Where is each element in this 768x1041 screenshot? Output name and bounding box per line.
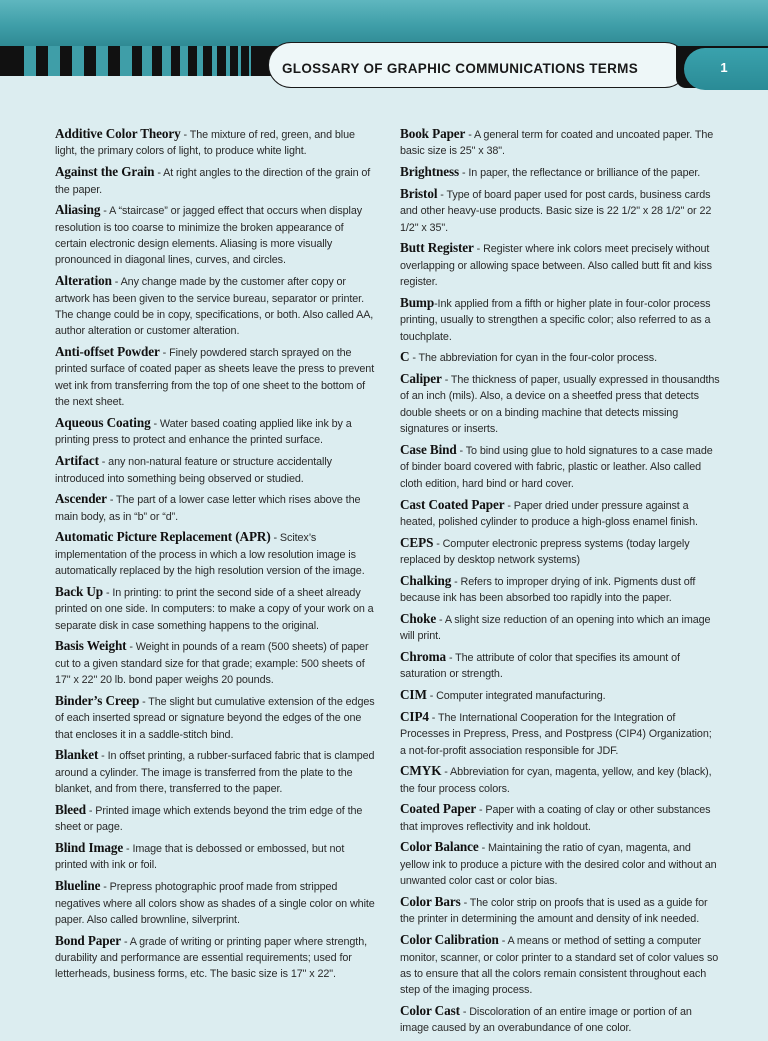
glossary-definition: - The part of a lower case letter which rises above the main body, as in “b” or “d”. (55, 494, 361, 523)
glossary-term: Case Bind (400, 441, 457, 457)
glossary-term: Alteration (55, 273, 112, 289)
glossary-entry (400, 611, 720, 645)
glossary-entry (55, 802, 375, 836)
glossary-entry (400, 649, 720, 683)
glossary-definition: - The thickness of paper, usually expressed in thousandths of an inch (mils). Also, a device on a sheetfed press that detects double sheets or on a binding machine that detects missing signatures or inserts. (400, 374, 720, 436)
glossary-definition: - To bind using glue to hold signatures to a case made of binder board covered with fabric, plastic or leather. Also called cloth edition, hard bind or hard cover. (400, 444, 713, 490)
glossary-definition: - The attribute of color that specifies its amount of saturation or strength. (400, 651, 680, 681)
glossary-definition: -Ink applied from a fifth or higher plate in four-color process printing, usually to strengthen a specific color; also referred to as a touchplate. (400, 297, 711, 343)
glossary-entry (400, 164, 720, 181)
glossary-definition: - In paper, the reflectance or brilliance of the paper. (459, 167, 701, 180)
glossary-right-column (400, 126, 720, 1041)
glossary-term: Chroma (400, 648, 447, 664)
glossary-entry (400, 573, 720, 607)
glossary-entry (55, 933, 375, 983)
glossary-term: Blueline (55, 878, 101, 894)
glossary-definition: - Printed image which extends beyond the trim edge of the sheet or page. (55, 804, 363, 834)
glossary-definition: - Refers to improper drying of ink. Pigments dust off because ink has been absorbed too rapidly into the paper. (400, 575, 696, 605)
glossary-term: Bond Paper (55, 932, 122, 948)
glossary-entry (400, 1003, 720, 1037)
page-number: 1 (720, 60, 728, 75)
glossary-term: Color Bars (400, 894, 461, 909)
glossary-entry (400, 349, 720, 366)
glossary-definition: - Type of board paper used for post cards, business cards and other heavy-use products. Basic size is 22 1/2" x 28 1/2" or 22 1/2" x 35". (400, 188, 712, 234)
glossary-entry (400, 709, 720, 759)
glossary-term: CIP4 (400, 708, 429, 724)
glossary-entry (55, 202, 375, 269)
glossary-term: Butt Register (400, 240, 474, 256)
glossary-term: CMYK (400, 763, 442, 779)
glossary-definition: - Water based coating applied like ink by a printing press to protect and enhance the printed surface. (55, 417, 352, 447)
glossary-definition: - A slight size reduction of an opening into which an image will print. (400, 613, 711, 643)
glossary-term: Anti-offset Powder (55, 344, 160, 360)
glossary-definition: - In printing: to print the second side of a sheet already printed on one side. In computers: to make a copy of your work on a separate disk in case something happens to the original. (55, 586, 374, 632)
glossary-definition: - Abbreviation for cyan, magenta, yellow, and key (black), the four process colors. (400, 766, 712, 795)
glossary-entry (400, 295, 720, 345)
glossary-entry (400, 801, 720, 835)
glossary-entry (55, 344, 375, 411)
glossary-term: Aliasing (55, 202, 101, 218)
glossary-definition: - In offset printing, a rubber-surfaced fabric that is clamped around a cylinder. The image is transferred from the plate to the blanket, and from there, transferred to the paper. (55, 750, 375, 796)
glossary-entry (55, 747, 375, 797)
glossary-entry (400, 763, 720, 797)
glossary-definition: - Computer integrated manufacturing. (426, 690, 606, 703)
glossary-entry (55, 453, 375, 487)
glossary-term: Additive Color Theory (55, 126, 181, 141)
glossary-definition: - A “staircase” or jagged effect that occurs when display resolution is too coarse to minimize the broken appearance of certain electronic design elements. Aliasing is more visually pronounced in diagonal lines, curves, and circles. (55, 205, 363, 267)
glossary-entry (400, 442, 720, 492)
glossary-term: Bristol (400, 185, 438, 201)
glossary-term: Color Cast (400, 1003, 460, 1019)
glossary-entry (55, 638, 375, 688)
glossary-entry (400, 687, 720, 704)
glossary-term: Color Calibration (400, 932, 499, 948)
glossary-definition: - A grade of writing or printing paper where strength, durability and performance are essential requirements; used for letterheads, business forms, etc. The basic size is 17" x 22". (55, 935, 368, 981)
glossary-term: C (400, 349, 410, 365)
glossary-term: Back Up (55, 583, 104, 599)
glossary-definition: - Computer electronic prepress systems (today largely replaced by desktop network systems) (400, 537, 690, 567)
top-color-band (0, 0, 768, 46)
glossary-definition: - Prepress photographic proof made from stripped negatives where all colors show as shades of a single color on white paper. Also called brownline, silverprint. (55, 881, 375, 926)
glossary-entry (400, 894, 720, 928)
glossary-definition: - Paper dried under pressure against a heated, polished cylinder to produce a high-gloss enamel finish. (400, 499, 698, 528)
glossary-term: Aqueous Coating (55, 414, 151, 430)
glossary-term: Coated Paper (400, 801, 477, 817)
glossary-definition: - Discoloration of an entire image or portion of an image caused by an overabundance of one color. (400, 1006, 692, 1035)
glossary-term: Bleed (55, 801, 87, 817)
glossary-term: Caliper (400, 371, 442, 387)
glossary-left-column (55, 126, 375, 987)
glossary-term: Against the Grain (55, 164, 155, 180)
page-title: GLOSSARY OF GRAPHIC COMMUNICATIONS TERMS (282, 61, 639, 76)
glossary-definition: - Maintaining the ratio of cyan, magenta, and yellow ink to produce a picture with the desired color and without an unwanted color cast or color bias. (400, 842, 717, 888)
glossary-entry (55, 415, 375, 449)
glossary-definition: - Scitex’s implementation of the process in which a low resolution image is automatically replaced by the high resolution version of the image. (55, 532, 365, 578)
glossary-term: Blind Image (55, 840, 124, 855)
glossary-entry (55, 273, 375, 340)
glossary-term: Choke (400, 610, 437, 626)
glossary-entry (400, 126, 720, 160)
glossary-definition: - Paper with a coating of clay or other substances that improves reflectivity and ink holdout. (400, 804, 711, 833)
glossary-definition: - The slight but cumulative extension of the edges of each inserted spread or signature beyond the edges of the one that encloses it in a saddle-stitch bind. (55, 695, 375, 741)
glossary-entry (400, 932, 720, 999)
glossary-term: CIM (400, 687, 427, 703)
glossary-term: Brightness (400, 164, 460, 180)
glossary-entry (55, 126, 375, 160)
glossary-definition: - any non-natural feature or structure accidentally introduced into something being observed or studied. (55, 456, 332, 485)
glossary-term: Blanket (55, 747, 99, 763)
header-stripe-pattern (18, 46, 288, 76)
glossary-entry (55, 529, 375, 579)
glossary-definition: - Finely powdered starch sprayed on the printed surface of coated paper as sheets leave the press to prevent wet ink from transferring from the top of one sheet to the bottom of the next sheet. (55, 347, 375, 409)
glossary-entry (55, 164, 375, 198)
glossary-entry (400, 535, 720, 569)
glossary-term: CEPS (400, 534, 434, 550)
glossary-definition: - The abbreviation for cyan in the four-color process. (409, 352, 657, 365)
glossary-entry (400, 839, 720, 889)
glossary-definition: - Any change made by the customer after copy or artwork has been given to the service bureau, separator or printer. The change could be in copy, specifications, or both. Also called AA, author alteration or customer alteration. (55, 276, 374, 338)
glossary-definition: - Register where ink colors meet precisely without overlapping or allowing space between. Also called butt fit and kiss register. (400, 243, 712, 289)
glossary-entry (55, 584, 375, 634)
glossary-entry (400, 186, 720, 236)
glossary-definition: - Image that is debossed or embossed, but not printed with ink or foil. (55, 843, 345, 872)
glossary-entry (400, 371, 720, 438)
glossary-term: Chalking (400, 572, 452, 588)
glossary-entry (55, 878, 375, 928)
glossary-term: Ascender (55, 491, 107, 507)
glossary-definition: - A means or method of setting a computer monitor, scanner, or color printer to a standard set of color values so as to ensure that all the colors remain consistent throughout each step of the imaging process. (400, 935, 719, 997)
glossary-term: Book Paper (400, 126, 466, 141)
glossary-entry (400, 240, 720, 290)
glossary-term: Basis Weight (55, 638, 127, 654)
glossary-definition: - The color strip on proofs that is used as a guide for the printer in determining the amount and density of ink needed. (400, 897, 708, 926)
glossary-definition: - Weight in pounds of a ream (500 sheets) of paper cut to a given standard size for that grade; example: 500 sheets of 17" x 22" 20 lb. bond paper weighs 20 pounds. (55, 641, 369, 687)
glossary-definition: - A general term for coated and uncoated paper. The basic size is 25" x 38". (400, 129, 714, 158)
glossary-entry (55, 491, 375, 525)
glossary-term: Bump (400, 294, 435, 310)
glossary-definition: - The mixture of red, green, and blue light, the primary colors of light, to produce white light. (55, 129, 355, 158)
glossary-term: Binder’s Creep (55, 692, 140, 708)
glossary-term: Artifact (55, 453, 99, 469)
glossary-entry (400, 497, 720, 531)
glossary-term: Cast Coated Paper (400, 496, 505, 512)
glossary-definition: - At right angles to the direction of the grain of the paper. (55, 167, 371, 196)
glossary-definition: - The International Cooperation for the Integration of Processes in Prepress, Press, and Postpress (CIP4) Organization; a not-for-profit association responsible for JDF. (400, 711, 712, 757)
glossary-entry (55, 840, 375, 874)
glossary-term: Automatic Picture Replacement (APR) (55, 529, 271, 545)
glossary-entry (55, 693, 375, 743)
glossary-term: Color Balance (400, 839, 479, 855)
